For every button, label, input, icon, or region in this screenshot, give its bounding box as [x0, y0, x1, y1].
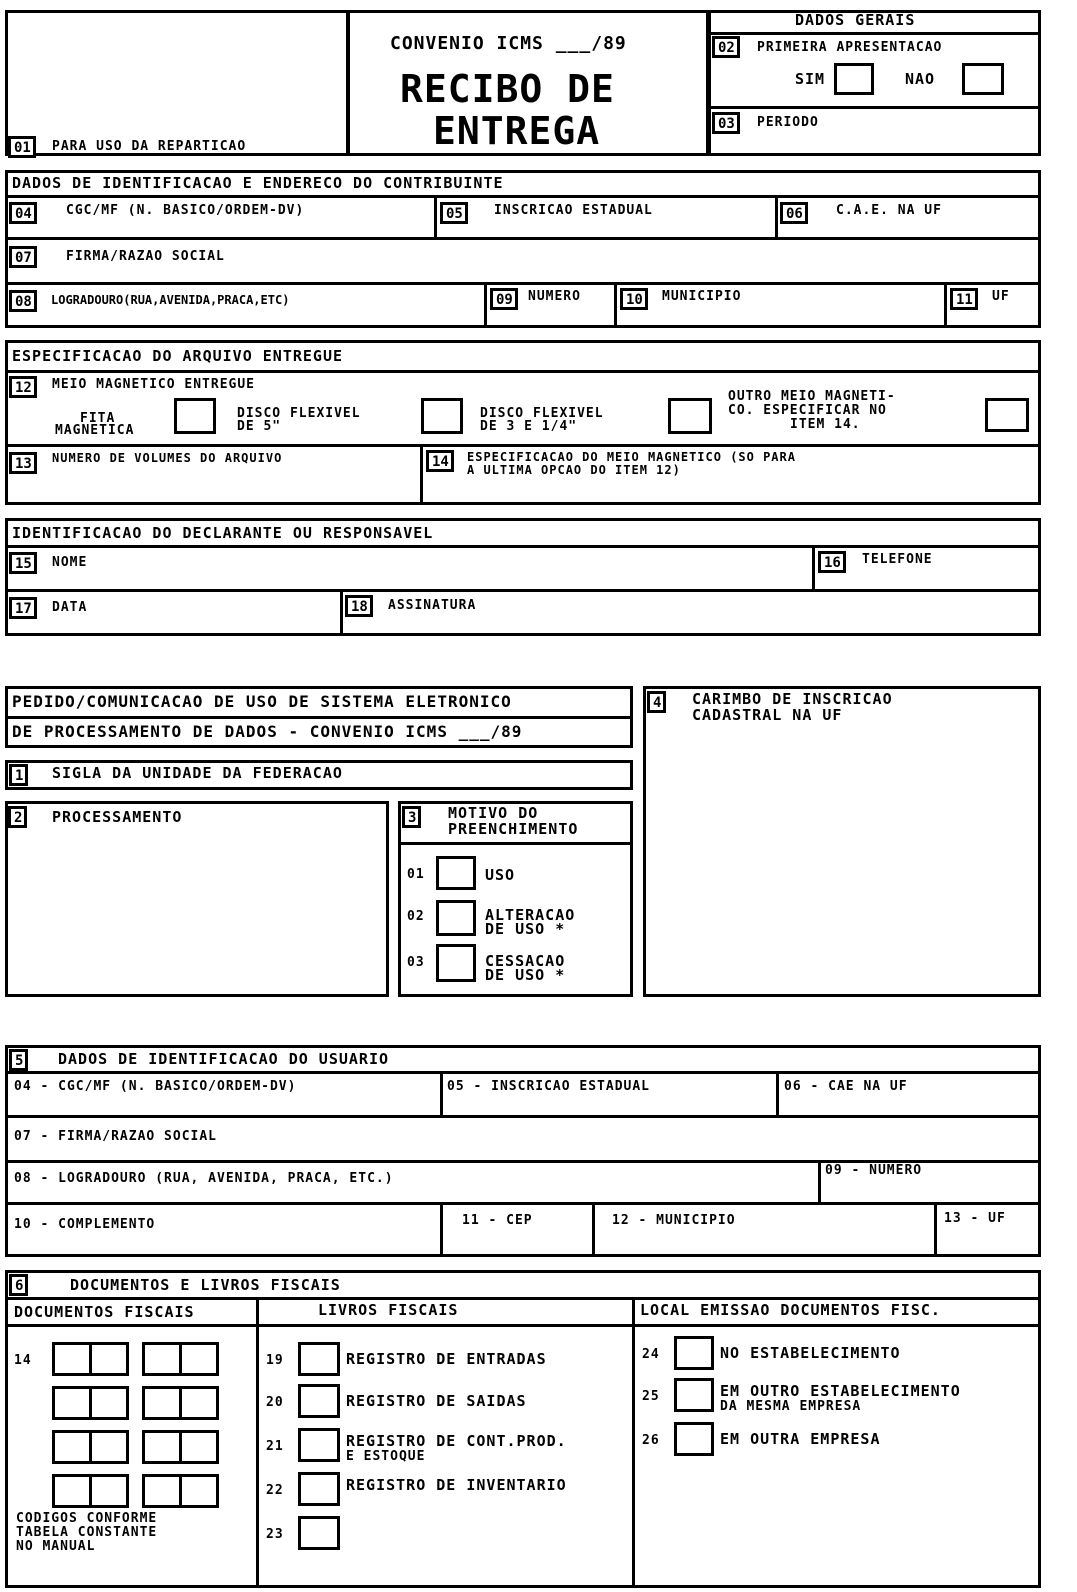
doc-code-box[interactable] [89, 1430, 129, 1464]
field-label: 09 - NUMERO [825, 1163, 923, 1178]
livro-inventario-checkbox[interactable] [298, 1472, 340, 1506]
outro-label-2: CO. ESPECIFICAR NO [728, 403, 887, 418]
divider [484, 282, 487, 328]
field-label: 13 - UF [944, 1211, 1006, 1226]
field-label: CGC/MF (N. BASICO/ORDEM-DV) [66, 203, 305, 218]
doc-code-box[interactable] [52, 1342, 92, 1376]
livro-saidas-checkbox[interactable] [298, 1384, 340, 1418]
field-label: NUMERO DE VOLUMES DO ARQUIVO [52, 451, 283, 465]
disco3-label-2: DE 3 E 1/4" [480, 419, 578, 434]
field-label: MEIO MAGNETICO ENTREGUE [52, 377, 256, 392]
section-heading: IDENTIFICACAO DO DECLARANTE OU RESPONSAVEL [12, 524, 434, 542]
pedido-title-2: DE PROCESSAMENTO DE DADOS - CONVENIO ICMS ___/89 [12, 722, 523, 741]
divider [434, 195, 437, 237]
page-title: RECIBO DE [400, 67, 615, 111]
doc-code-box[interactable] [179, 1430, 219, 1464]
divider [5, 282, 1041, 285]
divider [934, 1202, 937, 1257]
field-number: 14 [14, 1353, 32, 1368]
field-2-processamento[interactable] [5, 801, 389, 997]
field-label: UF [992, 289, 1010, 304]
outro-label-3: ITEM 14. [790, 417, 861, 432]
divider [5, 370, 1041, 373]
outro-checkbox[interactable] [985, 398, 1029, 432]
disco5-checkbox[interactable] [421, 398, 463, 434]
field-number: 6 [9, 1274, 28, 1296]
doc-code-box[interactable] [179, 1386, 219, 1420]
field-label: MUNICIPIO [662, 289, 742, 304]
disco5-label-2: DE 5" [237, 419, 282, 434]
field-label: PROCESSAMENTO [52, 808, 183, 826]
doc-code-box[interactable] [89, 1386, 129, 1420]
local-label: EM OUTRO ESTABELECIMENTO [720, 1382, 961, 1400]
divider [776, 1071, 779, 1115]
doc-code-box[interactable] [142, 1386, 182, 1420]
divider [5, 1202, 1041, 1205]
divider [944, 282, 947, 328]
field-number: 10 [620, 288, 648, 310]
divider [340, 589, 343, 636]
divider [5, 1071, 1041, 1074]
codigos-note: CODIGOS CONFORME [16, 1511, 158, 1526]
field-number: 06 [780, 202, 808, 224]
field-number: 16 [818, 551, 846, 573]
field-number: 05 [440, 202, 468, 224]
doc-code-box[interactable] [52, 1430, 92, 1464]
local-code: 25 [642, 1389, 660, 1404]
field-number: 4 [647, 691, 666, 713]
divider [440, 1071, 443, 1115]
field-number: 13 [9, 452, 37, 474]
motivo-label: CESSACAO [485, 952, 566, 970]
local-label: EM OUTRA EMPRESA [720, 1430, 881, 1448]
local-code: 26 [642, 1433, 660, 1448]
divider [5, 716, 633, 719]
motivo-code: 02 [407, 909, 425, 924]
doc-code-box[interactable] [179, 1342, 219, 1376]
field-number: 07 [9, 246, 37, 268]
field-label: 08 - LOGRADOURO (RUA, AVENIDA, PRACA, ETC.) [14, 1171, 394, 1186]
divider [708, 106, 1041, 109]
field-label: DATA [52, 600, 88, 615]
sim-checkbox[interactable] [834, 63, 874, 95]
field-number: 02 [712, 36, 740, 58]
field-number: 18 [345, 595, 373, 617]
livro-entradas-checkbox[interactable] [298, 1342, 340, 1376]
field-number: 09 [490, 288, 518, 310]
divider [592, 1202, 595, 1257]
field-label: ESPECIFICACAO DO MEIO MAGNETICO (SO PARA [467, 450, 796, 464]
doc-code-box[interactable] [52, 1474, 92, 1508]
doc-code-box[interactable] [142, 1430, 182, 1464]
convenio-label: CONVENIO ICMS ___/89 [390, 33, 627, 54]
field-number: 3 [402, 806, 421, 828]
field-4-carimbo[interactable] [643, 686, 1041, 997]
livro-label: REGISTRO DE CONT.PROD. [346, 1432, 567, 1450]
column-header: LIVROS FISCAIS [318, 1301, 459, 1319]
local-code: 24 [642, 1347, 660, 1362]
livro-cont-prod-checkbox[interactable] [298, 1428, 340, 1462]
field-number: 15 [9, 552, 37, 574]
local-outro-estabelecimento-checkbox[interactable] [674, 1378, 714, 1412]
field-label: NOME [52, 555, 88, 570]
field-number: 12 [9, 376, 37, 398]
livro-code: 19 [266, 1353, 284, 1368]
field-label: CARIMBO DE INSCRICAO [692, 690, 893, 708]
divider [256, 1297, 259, 1588]
divider [708, 32, 1041, 35]
field-label: SIGLA DA UNIDADE DA FEDERACAO [52, 764, 343, 782]
doc-code-box[interactable] [89, 1474, 129, 1508]
livro-code: 22 [266, 1483, 284, 1498]
doc-code-box[interactable] [142, 1342, 182, 1376]
field-number: 11 [950, 288, 978, 310]
motivo-label: USO [485, 866, 516, 884]
motivo-alteracao-checkbox[interactable] [436, 900, 476, 936]
field-number: 01 [8, 136, 36, 158]
page-title-2: ENTREGA [433, 109, 601, 153]
field-label: TELEFONE [862, 552, 933, 567]
divider [5, 195, 1041, 198]
field-number: 17 [9, 597, 37, 619]
divider [440, 1202, 443, 1257]
livro-label: REGISTRO DE INVENTARIO [346, 1476, 567, 1494]
field-01-reparticao[interactable] [5, 10, 349, 156]
field-label: PARA USO DA REPARTICAO [52, 139, 247, 154]
divider [614, 282, 617, 328]
local-label-2: DA MESMA EMPRESA [720, 1399, 862, 1414]
field-number: 1 [9, 764, 28, 786]
field-label: C.A.E. NA UF [836, 203, 942, 218]
disco3-checkbox[interactable] [668, 398, 712, 434]
livro-label: REGISTRO DE ENTRADAS [346, 1350, 547, 1368]
section-heading: DADOS DE IDENTIFICACAO E ENDERECO DO CONTRIBUINTE [12, 174, 504, 192]
divider [5, 1115, 1041, 1118]
divider [5, 1297, 1041, 1300]
field-label: INSCRICAO ESTADUAL [494, 203, 653, 218]
field-label: MOTIVO DO [448, 804, 539, 822]
fita-label-2: MAGNETICA [55, 423, 135, 438]
livro-code: 21 [266, 1439, 284, 1454]
field-label-2: A ULTIMA OPCAO DO ITEM 12) [467, 463, 681, 477]
field-label: ASSINATURA [388, 598, 477, 613]
doc-code-box[interactable] [142, 1474, 182, 1508]
field-number: 2 [8, 806, 27, 828]
local-no-estabelecimento-checkbox[interactable] [674, 1336, 714, 1370]
livro-23-checkbox[interactable] [298, 1516, 340, 1550]
local-label: NO ESTABELECIMENTO [720, 1344, 901, 1362]
column-header: LOCAL EMISSAO DOCUMENTOS FISC. [640, 1301, 941, 1319]
motivo-label: ALTERACAO [485, 906, 576, 924]
field-label: PRIMEIRA APRESENTACAO [757, 40, 943, 55]
column-header: DOCUMENTOS FISCAIS [14, 1303, 195, 1321]
field-label: 04 - CGC/MF (N. BASICO/ORDEM-DV) [14, 1079, 297, 1094]
doc-code-box[interactable] [179, 1474, 219, 1508]
field-number: 08 [9, 290, 37, 312]
divider [818, 1160, 821, 1202]
field-label: LOGRADOURO(RUA,AVENIDA,PRACA,ETC) [51, 293, 290, 307]
field-number: 14 [426, 450, 454, 472]
codigos-note-2: TABELA CONSTANTE [16, 1525, 158, 1540]
nao-label: NAO [905, 70, 936, 88]
pedido-title: PEDIDO/COMUNICACAO DE USO DE SISTEMA ELETRONICO [12, 692, 512, 711]
divider [398, 842, 633, 845]
field-label: NUMERO [528, 289, 581, 304]
divider [5, 545, 1041, 548]
field-label: 06 - CAE NA UF [784, 1079, 908, 1094]
divider [5, 589, 1041, 592]
divider [812, 545, 815, 589]
field-label: 05 - INSCRICAO ESTADUAL [447, 1079, 651, 1094]
motivo-label-2: DE USO * [485, 966, 566, 984]
livro-label-2: E ESTOQUE [346, 1449, 426, 1464]
section-heading: ESPECIFICACAO DO ARQUIVO ENTREGUE [12, 347, 344, 365]
livro-code: 23 [266, 1527, 284, 1542]
motivo-uso-checkbox[interactable] [436, 856, 476, 890]
field-label-2: PREENCHIMENTO [448, 820, 579, 838]
sim-label: SIM [795, 70, 826, 88]
field-label-2: CADASTRAL NA UF [692, 706, 843, 724]
doc-code-box[interactable] [52, 1386, 92, 1420]
section-heading: DADOS DE IDENTIFICACAO DO USUARIO [58, 1050, 390, 1068]
divider [420, 444, 423, 505]
section-heading: DOCUMENTOS E LIVROS FISCAIS [70, 1276, 341, 1294]
motivo-code: 01 [407, 867, 425, 882]
motivo-cessacao-checkbox[interactable] [436, 944, 476, 982]
disco5-label: DISCO FLEXIVEL [237, 406, 361, 421]
field-number: 5 [9, 1049, 28, 1071]
livro-label: REGISTRO DE SAIDAS [346, 1392, 527, 1410]
codigos-note-3: NO MANUAL [16, 1539, 96, 1554]
field-number: 03 [712, 112, 740, 134]
motivo-label-2: DE USO * [485, 920, 566, 938]
divider [5, 1324, 1041, 1327]
field-label: FIRMA/RAZAO SOCIAL [66, 249, 225, 264]
field-number: 04 [9, 202, 37, 224]
divider [5, 237, 1041, 240]
dados-gerais-heading: DADOS GERAIS [795, 11, 916, 29]
field-label: PERIODO [757, 115, 819, 130]
divider [5, 444, 1041, 447]
field-label: 11 - CEP [462, 1213, 533, 1228]
disco3-label: DISCO FLEXIVEL [480, 406, 604, 421]
field-label: 10 - COMPLEMENTO [14, 1217, 156, 1232]
field-label: 07 - FIRMA/RAZAO SOCIAL [14, 1129, 218, 1144]
nao-checkbox[interactable] [962, 63, 1004, 95]
local-outra-empresa-checkbox[interactable] [674, 1422, 714, 1456]
doc-code-box[interactable] [89, 1342, 129, 1376]
motivo-code: 03 [407, 955, 425, 970]
fita-label: FITA [80, 411, 116, 426]
divider [632, 1297, 635, 1588]
fita-checkbox[interactable] [174, 398, 216, 434]
outro-label: OUTRO MEIO MAGNETI- [728, 389, 896, 404]
field-label: 12 - MUNICIPIO [612, 1213, 736, 1228]
divider [775, 195, 778, 237]
livro-code: 20 [266, 1395, 284, 1410]
